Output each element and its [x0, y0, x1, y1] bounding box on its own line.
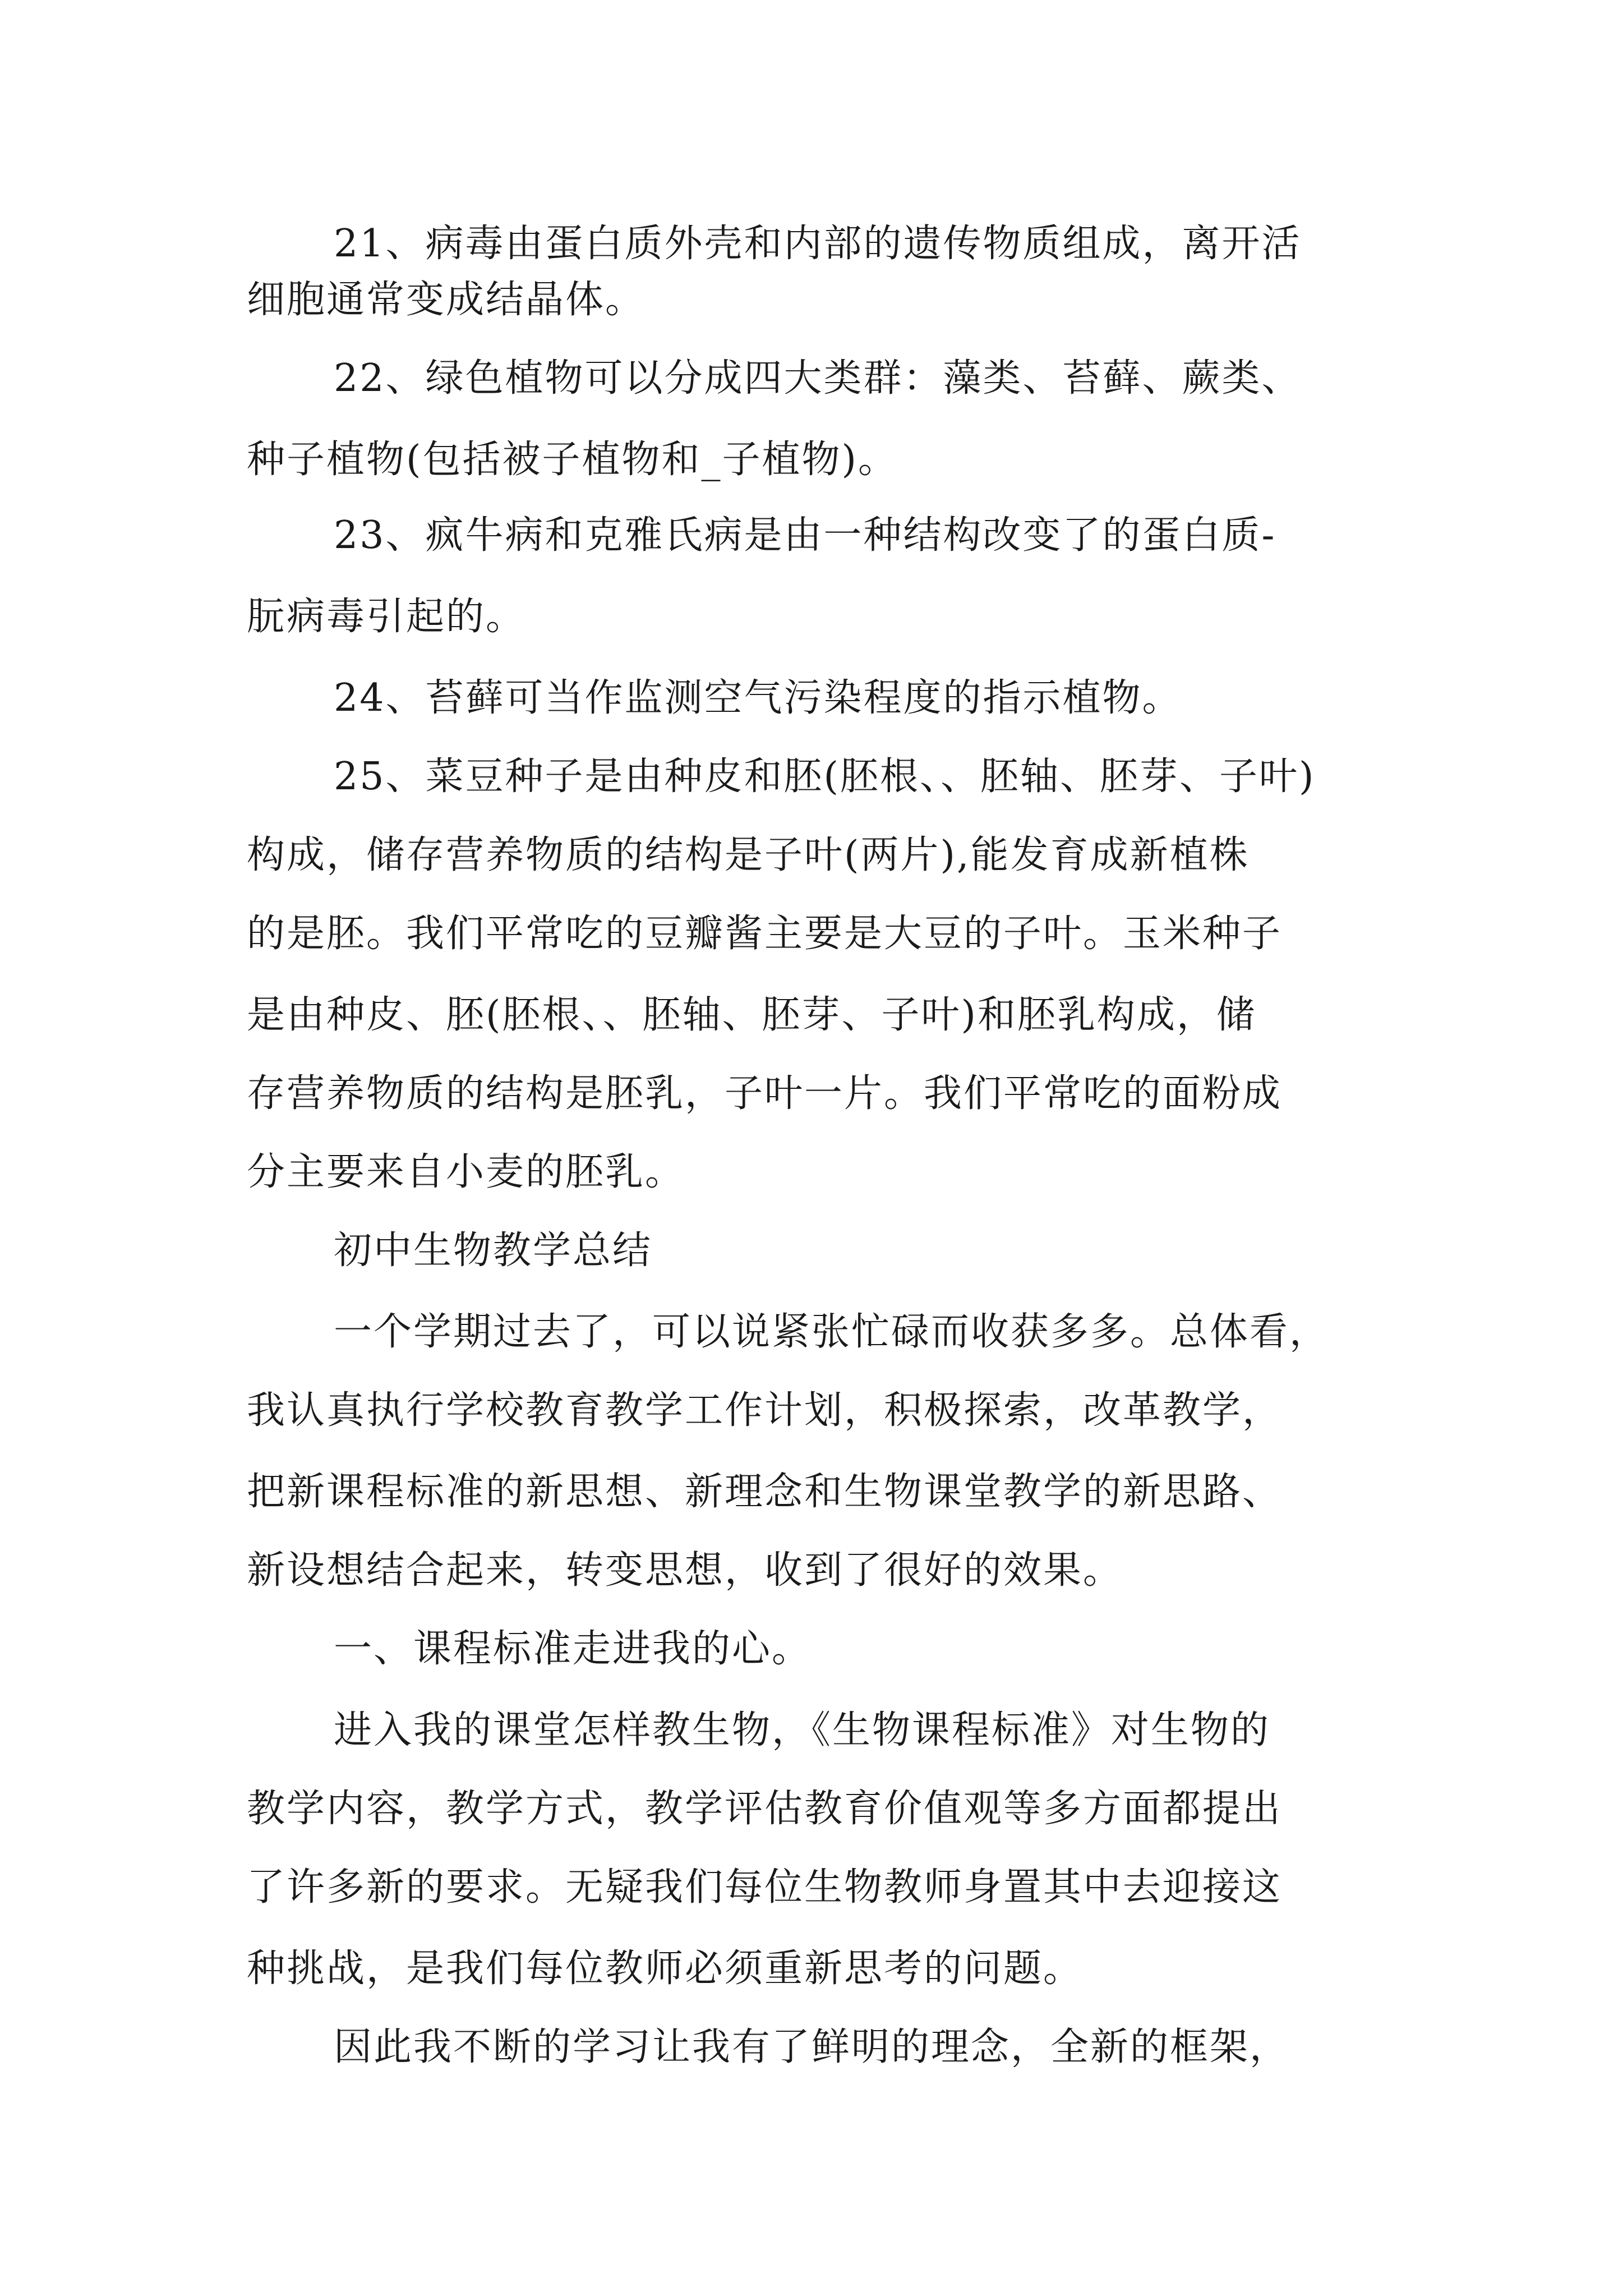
text-line-item-24: 24、苔藓可当作监测空气污染程度的指示植物。: [334, 676, 1182, 720]
section-heading: 初中生物教学总结: [334, 1228, 653, 1273]
text-line-item-25-4: 是由种皮、胚(胚根、、胚轴、胚芽、子叶)和胚乳构成，储: [247, 993, 1257, 1037]
text-line-item-25-end: 分主要来自小麦的胚乳。: [247, 1150, 685, 1194]
text-line-item-25-3: 的是胚。我们平常吃的豆瓣酱主要是大豆的子叶。玉米种子: [247, 912, 1283, 956]
text-line-item-21-end: 细胞通常变成结晶体。: [247, 278, 645, 322]
text-line-para-3-start: 因此我不断的学习让我有了鲜明的理念，全新的框架，: [334, 2025, 1290, 2069]
text-line-para-2-end: 种挑战，是我们每位教师必须重新思考的问题。: [247, 1947, 1083, 1991]
text-line-para-1-3: 把新课程标准的新思想、新理念和生物课堂教学的新思路、: [247, 1470, 1283, 1514]
text-line-item-23-start: 23、疯牛病和克雅氏病是由一种结构改变了的蛋白质-: [334, 513, 1276, 558]
text-line-para-1-end: 新设想结合起来，转变思想，收到了很好的效果。: [247, 1548, 1123, 1593]
text-line-item-25-5: 存营养物质的结构是胚乳，子叶一片。我们平常吃的面粉成: [247, 1071, 1283, 1116]
text-line-para-1-2: 我认真执行学校教育教学工作计划，积极探索，改革教学，: [247, 1388, 1283, 1433]
text-line-item-22-end: 种子植物(包括被子植物和_子植物)。: [247, 438, 898, 482]
text-line-item-25-start: 25、菜豆种子是由种皮和胚(胚根、、胚轴、胚芽、子叶): [334, 754, 1316, 799]
text-line-para-2-3: 了许多新的要求。无疑我们每位生物教师身置其中去迎接这: [247, 1865, 1283, 1910]
text-line-para-2-start: 进入我的课堂怎样教生物，《生物课程标准》对生物的: [334, 1708, 1271, 1752]
text-line-item-21-start: 21、病毒由蛋白质外壳和内部的遗传物质组成，离开活: [334, 222, 1302, 266]
text-line-item-25-2: 构成，储存营养物质的结构是子叶(两片),能发育成新植株: [247, 833, 1249, 877]
text-line-para-2-2: 教学内容，教学方式，教学评估教育价值观等多方面都提出: [247, 1787, 1283, 1831]
subsection-heading: 一、课程标准走进我的心。: [334, 1627, 812, 1671]
text-line-item-22-start: 22、绿色植物可以分成四大类群：藻类、苔藓、蕨类、: [334, 356, 1302, 401]
text-line-para-1-start: 一个学期过去了，可以说紧张忙碌而收获多多。总体看，: [334, 1310, 1330, 1354]
text-line-item-23-end: 朊病毒引起的。: [247, 595, 526, 639]
